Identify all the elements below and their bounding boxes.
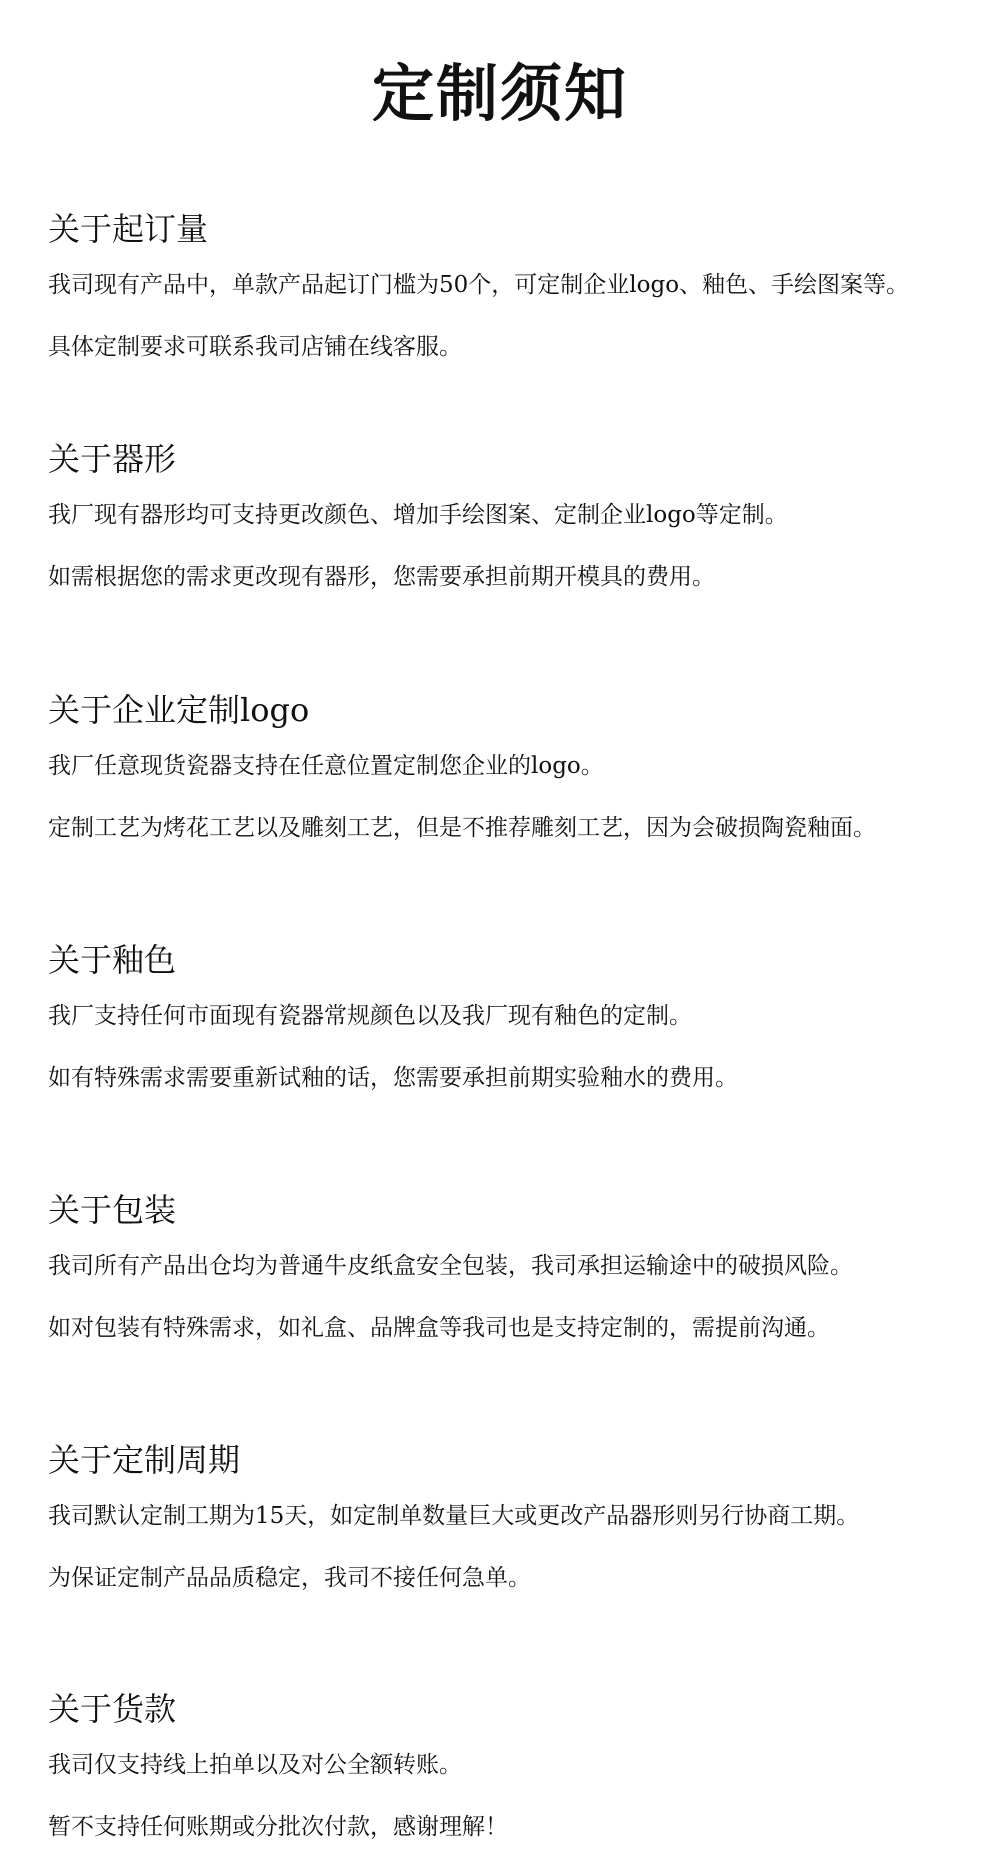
section-heading: 关于起订量 bbox=[48, 210, 209, 248]
section-text-line: 定制工艺为烤花工艺以及雕刻工艺，但是不推荐雕刻工艺，因为会破损陶瓷釉面。 bbox=[48, 815, 876, 841]
section-heading: 关于釉色 bbox=[48, 941, 177, 979]
section-text-line: 我厂任意现货瓷器支持在任意位置定制您企业的logo。 bbox=[48, 753, 604, 779]
section-glaze-color bbox=[48, 938, 988, 1091]
section-packaging bbox=[48, 1188, 988, 1341]
section-text-line: 暂不支持任何账期或分批次付款，感谢理解！ bbox=[48, 1814, 508, 1840]
section-text-line: 如需根据您的需求更改现有器形，您需要承担前期开模具的费用。 bbox=[48, 564, 715, 590]
section-text-line: 具体定制要求可联系我司店铺在线客服。 bbox=[48, 334, 462, 360]
section-vessel-shape bbox=[48, 437, 988, 590]
section-text-line: 为保证定制产品品质稳定，我司不接任何急单。 bbox=[48, 1565, 531, 1591]
section-text-line: 我司所有产品出仓均为普通牛皮纸盒安全包装，我司承担运输途中的破损风险。 bbox=[48, 1253, 853, 1279]
section-corporate-logo bbox=[48, 688, 988, 841]
section-payment bbox=[48, 1687, 988, 1840]
page-title: 定制须知 bbox=[371, 57, 628, 130]
section-heading: 关于定制周期 bbox=[48, 1441, 241, 1479]
section-text-line: 如对包装有特殊需求，如礼盒、品牌盒等我司也是支持定制的，需提前沟通。 bbox=[48, 1315, 830, 1341]
section-heading: 关于器形 bbox=[48, 440, 177, 478]
section-text-line: 我厂现有器形均可支持更改颜色、增加手绘图案、定制企业logo等定制。 bbox=[48, 502, 788, 528]
section-text-line: 我司仅支持线上拍单以及对公全额转账。 bbox=[48, 1752, 462, 1778]
section-heading: 关于货款 bbox=[48, 1690, 177, 1728]
section-minimum-order bbox=[48, 207, 988, 360]
section-text-line: 我厂支持任何市面现有瓷器常规颜色以及我厂现有釉色的定制。 bbox=[48, 1003, 692, 1029]
section-heading: 关于包装 bbox=[48, 1191, 177, 1229]
section-heading: 关于企业定制logo bbox=[48, 691, 310, 729]
section-text-line: 我司默认定制工期为15天，如定制单数量巨大或更改产品器形则另行协商工期。 bbox=[48, 1503, 860, 1529]
section-text-line: 如有特殊需求需要重新试釉的话，您需要承担前期实验釉水的费用。 bbox=[48, 1065, 738, 1091]
section-text-line: 我司现有产品中，单款产品起订门槛为50个，可定制企业logo、釉色、手绘图案等。 bbox=[48, 272, 910, 298]
section-production-cycle bbox=[48, 1438, 988, 1591]
